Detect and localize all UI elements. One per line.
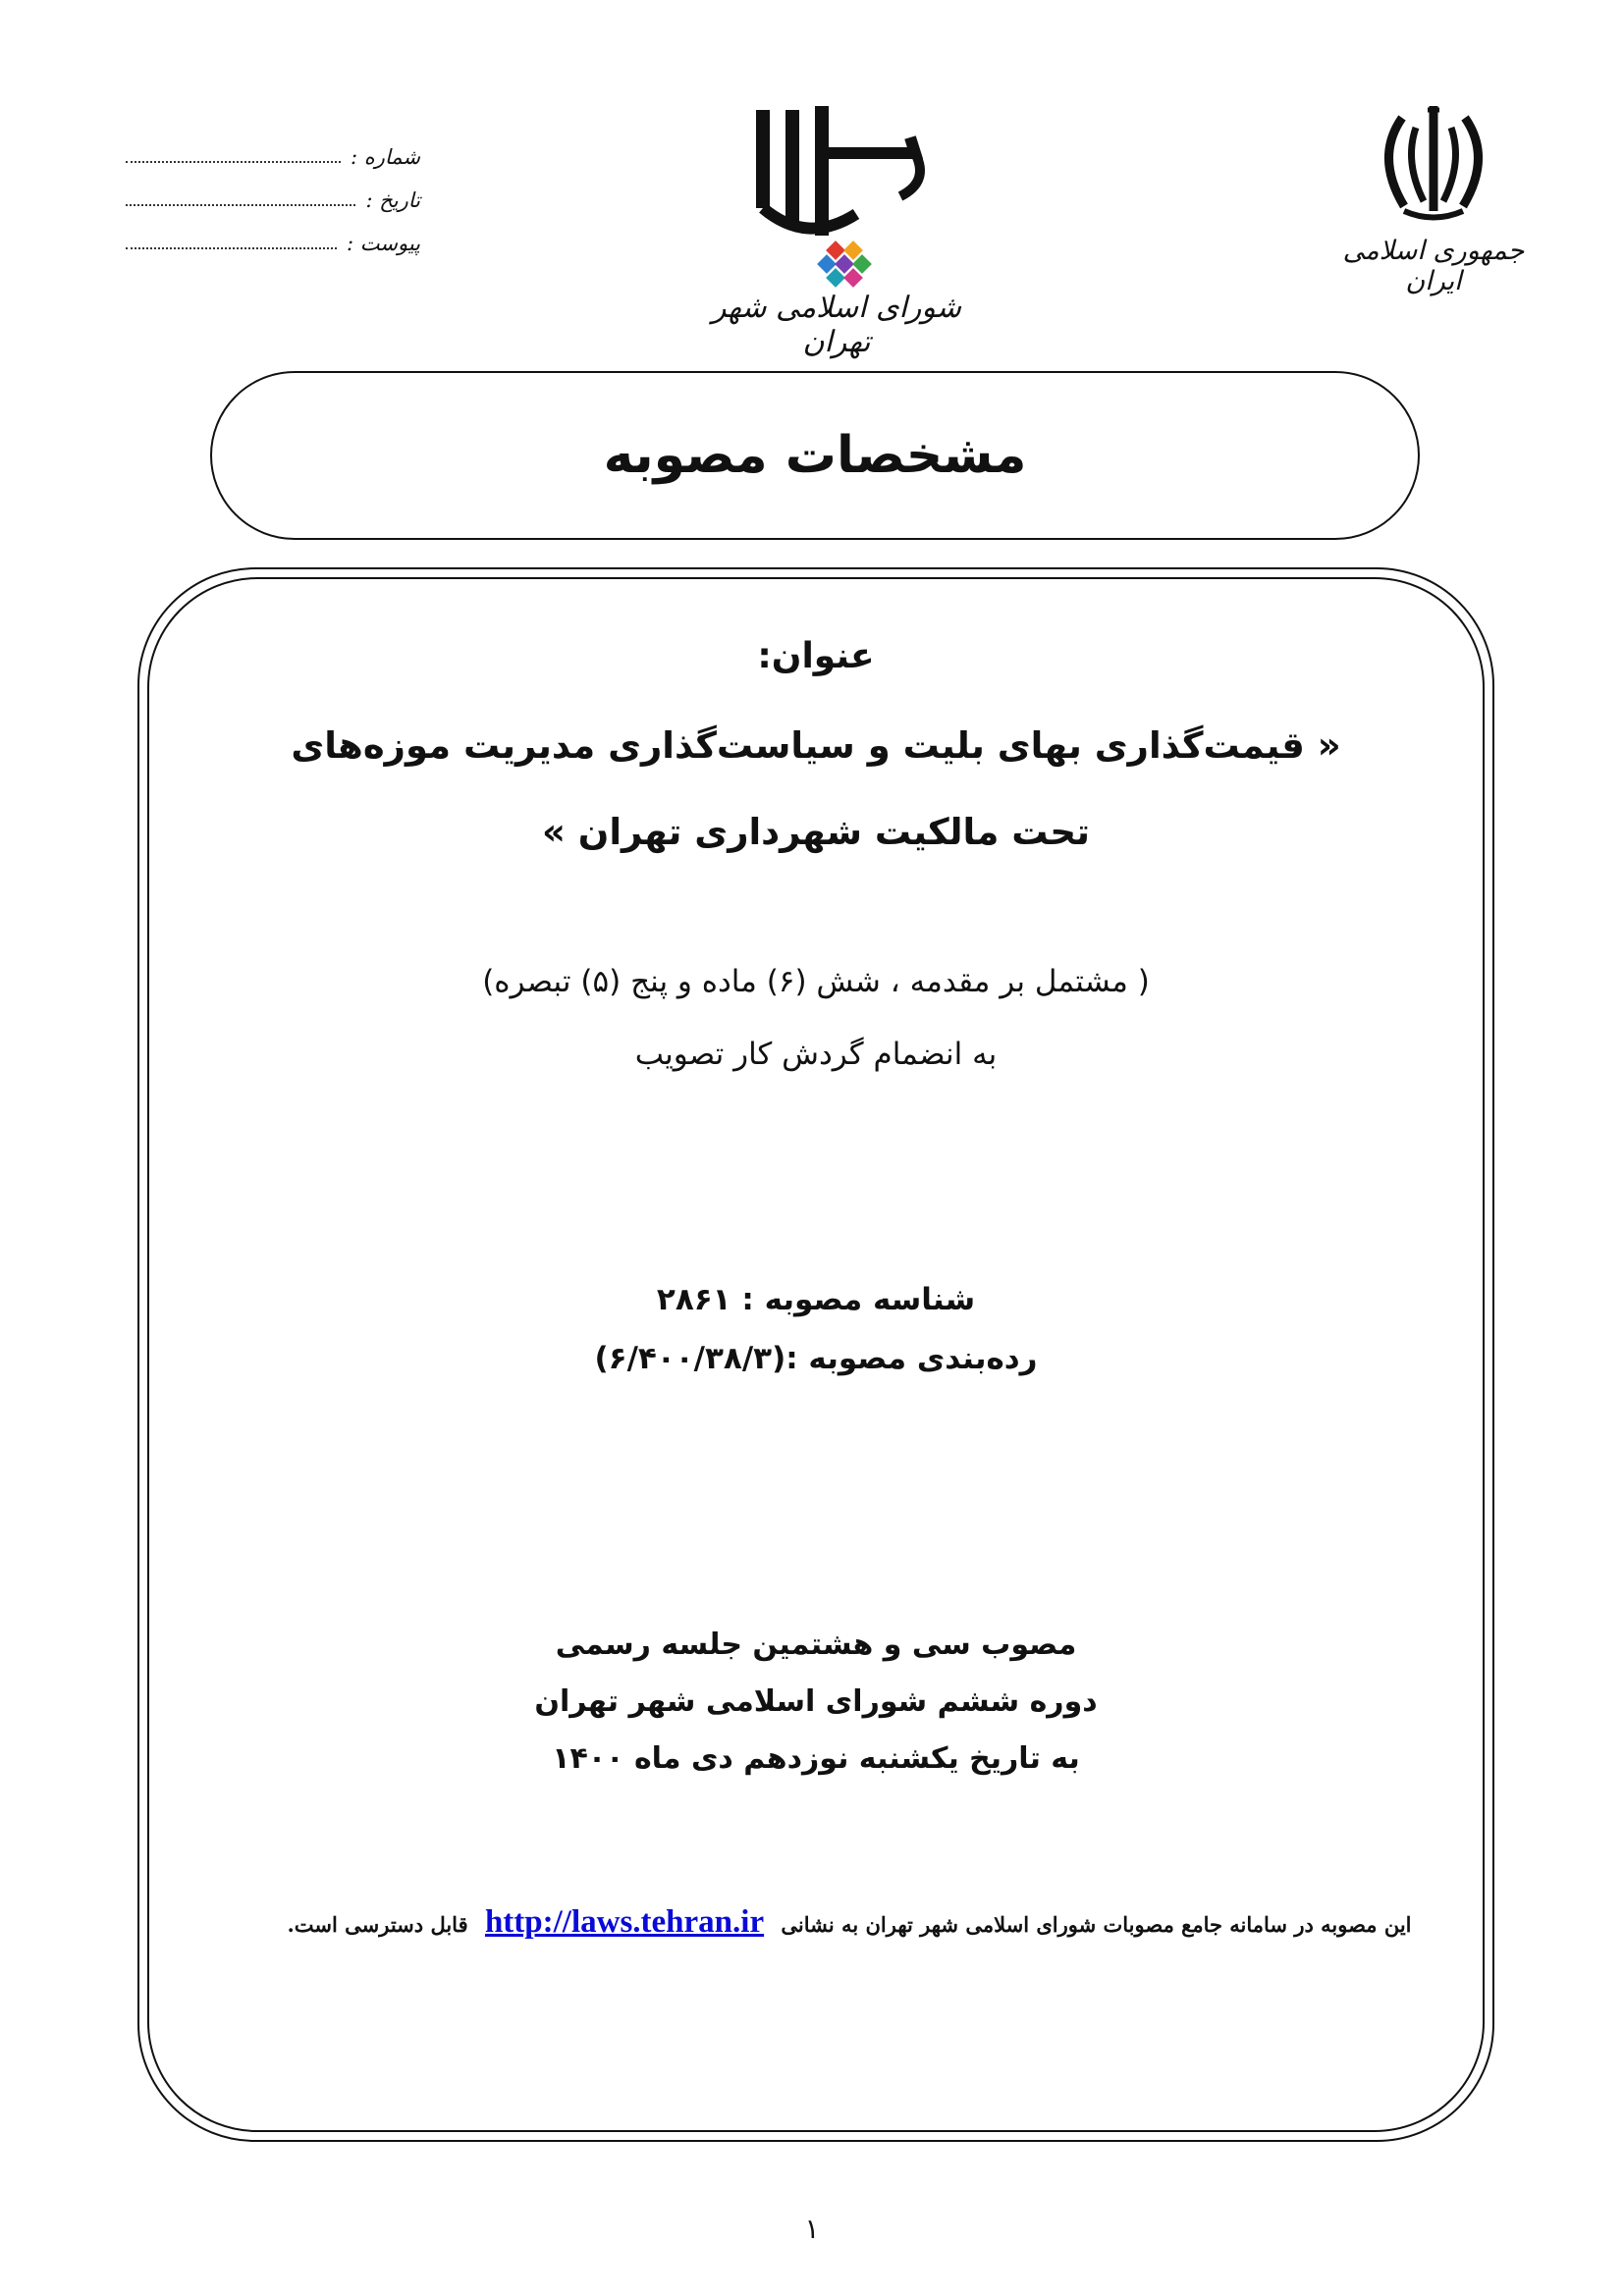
subject-line-2: تحت مالکیت شهرداری تهران » (542, 811, 1090, 853)
ref-attachment-field (126, 226, 337, 249)
council-logo-mark (709, 98, 964, 294)
approval-session: مصوب سی و هشتمین جلسه رسمی (555, 1628, 1077, 1662)
classification: رده‌بندی مصوبه :(۶/۴۰۰/۳۸/۳) (594, 1341, 1038, 1376)
portal-note-prefix: این مصوبه در سامانه جامع مصوبات شورای اسلامی شهر تهران به نشانی (781, 1912, 1412, 1937)
portal-note-suffix: قابل دسترسی است. (287, 1912, 468, 1937)
reference-fields (126, 126, 420, 255)
ref-attachment-label: پیوست : (347, 232, 420, 255)
iran-emblem (1326, 98, 1542, 294)
emblem-icon (1326, 98, 1542, 231)
subject-line-1: « قیمت‌گذاری بهای بلیت و سیاست‌گذاری مدیریت موزه‌های (291, 724, 1341, 767)
ref-number-field (126, 139, 341, 163)
portal-note (285, 1904, 1414, 1941)
ref-number-label: شماره : (350, 145, 420, 169)
scope-line-2: به انضمام گردش کار تصویب (634, 1037, 998, 1072)
portal-link[interactable]: http://laws.tehran.ir (484, 1904, 765, 1940)
ref-date-field (126, 183, 355, 206)
page-title: مشخصات مصوبه (603, 426, 1027, 485)
scope-line-1: ( مشتمل بر مقدمه ، شش (۶) ماده و پنج (۵) تبصره) (482, 964, 1150, 999)
approval-id: شناسه مصوبه : ۲۸۶۱ (656, 1282, 976, 1317)
council-logo (709, 98, 964, 359)
ref-date-row (126, 169, 420, 212)
approval-term: دوره ششم شورای اسلامی شهر تهران (534, 1684, 1098, 1719)
ref-number-row (126, 126, 420, 169)
approval-date: به تاریخ یکشنبه نوزدهم دی ماه ۱۴۰۰ (552, 1741, 1080, 1776)
council-name: شورای اسلامی شهر تهران (712, 291, 961, 359)
ref-date-label: تاریخ : (365, 188, 420, 212)
ref-attachment-row (126, 212, 420, 255)
subject-label: عنوان: (757, 636, 875, 676)
title-box (210, 371, 1420, 540)
emblem-caption: جمهوری اسلامی ایران (1342, 236, 1525, 296)
page-number: ۱ (804, 2213, 820, 2245)
